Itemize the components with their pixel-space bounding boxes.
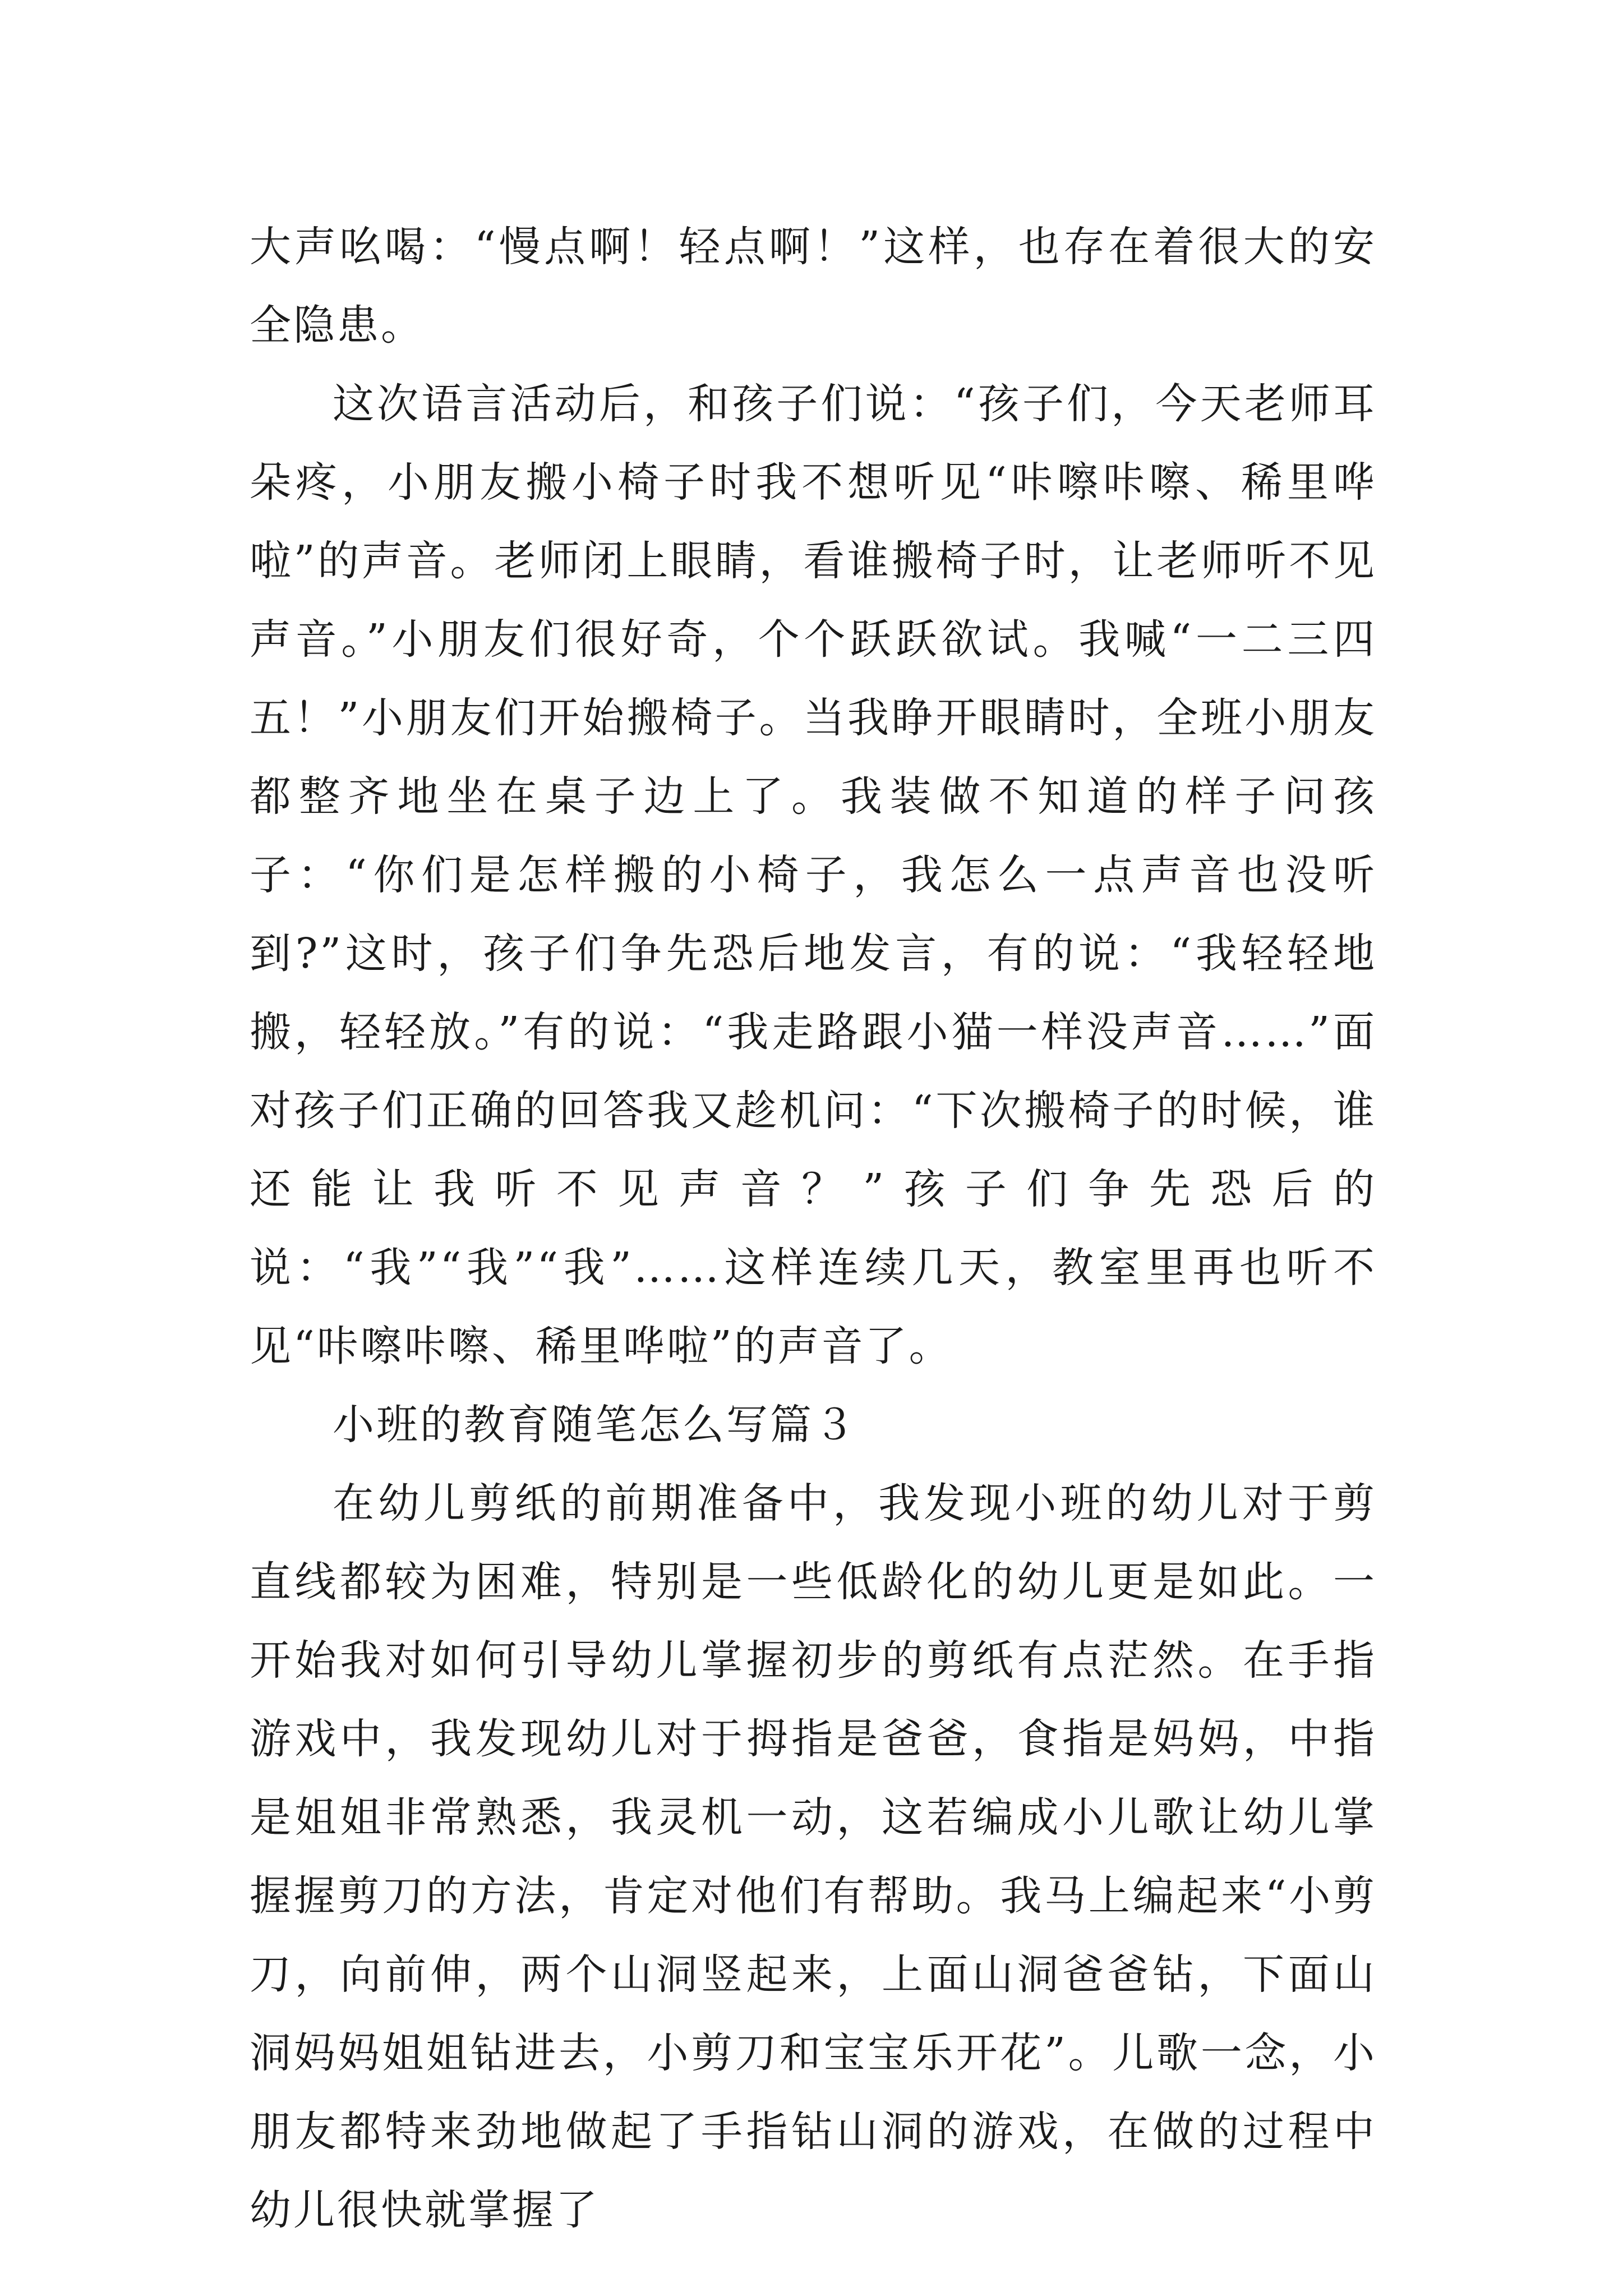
paragraph-1: 大声吆喝：“慢点啊！轻点啊！”这样，也存在着很大的安全隐患。: [250, 223, 1377, 349]
document-body: [250, 208, 1377, 2249]
section-heading: 小班的教育随笔怎么写篇３: [333, 1401, 857, 1449]
paragraph-2: 这次语言活动后，和孩子们说：“孩子们，今天老师耳朵疼，小朋友搬小椅子时我不想听见“咔嚓咔嚓、稀里哗啦”的声音。老师闭上眼睛，看谁搬椅子时，让老师听不见声音。”小朋友们很好奇，个个跃跃欲试。我喊“一二三四五！”小朋友们开始搬椅子。当我睁开眼睛时，全班小朋友都整齐地坐在桌子边上了。我装做不知道的样子问孩子：“你们是怎样搬的小椅子，我怎么一点声音也没听到?”这时，孩子们争先恐后地发言，有的说：“我轻轻地搬，轻轻放。”有的说：“我走路跟小猫一样没声音……”面对孩子们正确的回答我又趁机问：“下次搬椅子的时候，谁还能让我听不见声音？”孩子们争先恐后的说：“我”“我”“我”……这样连续几天，教室里再也听不见“咔嚓咔嚓、稀里哗啦”的声音了。: [250, 380, 1377, 1370]
paragraph-3: 在幼儿剪纸的前期准备中，我发现小班的幼儿对于剪直线都较为困难，特别是一些低龄化的幼儿更是如此。一开始我对如何引导幼儿掌握初步的剪纸有点茫然。在手指游戏中，我发现幼儿对于拇指是爸爸，食指是妈妈，中指是姐姐非常熟悉，我灵机一动，这若编成小儿歌让幼儿掌握握剪刀的方法，肯定对他们有帮助。我马上编起来“小剪刀，向前伸，两个山洞竖起来，上面山洞爸爸钻，下面山洞妈妈姐姐钻进去，小剪刀和宝宝乐开花”。儿歌一念，小朋友都特来劲地做起了手指钻山洞的游戏，在做的过程中幼儿很快就掌握了: [250, 1479, 1377, 2234]
